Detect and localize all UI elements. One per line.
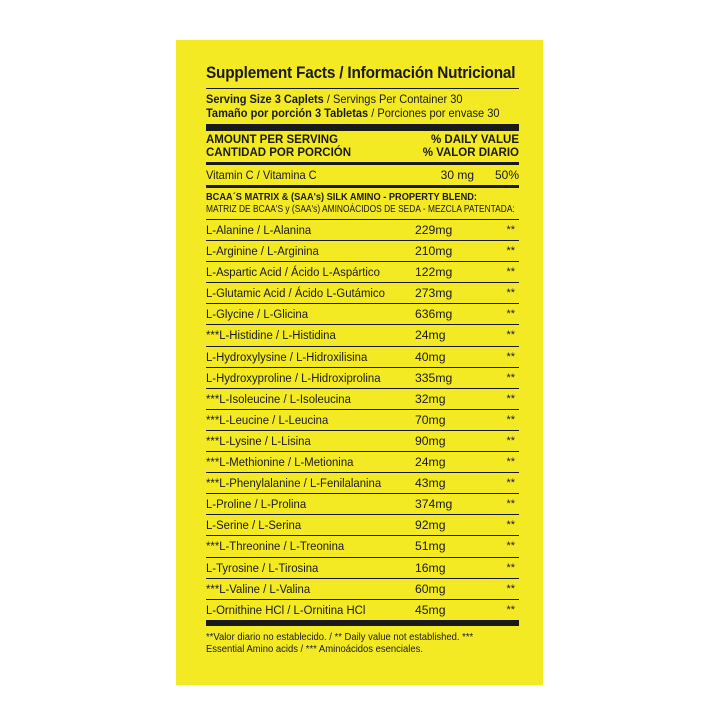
ingredient-row xyxy=(206,579,519,600)
ingredient-row xyxy=(206,600,519,621)
serving-size-line xyxy=(206,92,494,106)
ingredient-row xyxy=(206,536,519,557)
daily-value-marker: ** xyxy=(506,371,515,384)
footnote-line-2: Essential Amino acids / *** Aminoácidos esenciales. xyxy=(206,643,423,656)
divider-thick xyxy=(206,124,519,131)
daily-value-header-es: % VALOR DIARIO xyxy=(422,146,519,159)
ingredient-amount: 60mg xyxy=(415,581,446,596)
label-title: Supplement Facts / Información Nutricional xyxy=(206,64,516,82)
ingredient-amount: 51mg xyxy=(415,539,446,554)
ingredient-name: L-Ornithine HCl / L-Ornitina HCl xyxy=(206,602,366,617)
nutrient-name: Vitamin C / Vitamina C xyxy=(206,168,317,182)
nutrient-percent: 50% xyxy=(494,168,519,182)
ingredient-row xyxy=(206,452,519,473)
ingredient-row xyxy=(206,368,519,389)
daily-value-marker: ** xyxy=(506,582,515,595)
supplement-facts-label xyxy=(206,58,519,656)
ingredient-name: ***L-Lysine / L-Lisina xyxy=(206,433,311,448)
daily-value-marker: ** xyxy=(506,413,515,426)
ingredient-name: L-Hydroxylysine / L-Hidroxilisina xyxy=(206,349,368,364)
ingredient-amount: 24mg xyxy=(415,455,446,470)
ingredient-row xyxy=(206,220,519,241)
daily-value-marker: ** xyxy=(506,308,515,321)
blend-heading xyxy=(206,188,519,219)
ingredient-name: L-Proline / L-Prolina xyxy=(206,497,307,512)
serving-info xyxy=(206,89,519,124)
ingredient-amount: 273mg xyxy=(415,286,453,301)
ingredient-name: ***L-Valine / L-Valina xyxy=(206,581,311,596)
ingredient-name: ***L-Isoleucine / L-Isoleucina xyxy=(206,391,351,406)
ingredient-amount: 90mg xyxy=(415,433,446,448)
daily-value-marker: ** xyxy=(506,477,515,490)
blend-title: BCAA´S MATRIX & (SAA's) SILK AMINO - PROPERTY BLEND: xyxy=(206,191,478,203)
daily-value-marker: ** xyxy=(506,392,515,405)
ingredient-name: L-Glycine / L-Glicina xyxy=(206,307,309,322)
daily-value-marker: ** xyxy=(506,540,515,553)
daily-value-marker: ** xyxy=(506,266,515,279)
ingredient-amount: 335mg xyxy=(415,370,453,385)
ingredient-row xyxy=(206,431,519,452)
ingredient-row xyxy=(206,304,519,325)
ingredient-row xyxy=(206,494,519,515)
ingredient-row xyxy=(206,325,519,346)
ingredient-name: L-Alanine / L-Alanina xyxy=(206,223,312,237)
ingredient-amount: 636mg xyxy=(415,307,453,322)
ingredient-name: L-Arginine / L-Arginina xyxy=(206,244,319,259)
blend-title-es: MATRIZ DE BCAA'S y (SAA's) AMINOÁCIDOS DE SEDA - MEZCLA PATENTADA: xyxy=(206,204,515,215)
ingredient-name: L-Glutamic Acid / Ácido L-Gutámico xyxy=(206,286,385,301)
daily-value-marker: ** xyxy=(506,224,515,236)
ingredient-name: L-Aspartic Acid / Ácido L-Aspártico xyxy=(206,265,380,280)
ingredient-name: ***L-Methionine / L-Metionina xyxy=(206,455,354,470)
ingredient-amount: 210mg xyxy=(415,244,453,259)
ingredient-amount: 374mg xyxy=(415,497,453,512)
nutrient-amount: 30 mg xyxy=(440,168,474,182)
servings-per-container-es: / Porciones por envase 30 xyxy=(368,106,500,120)
ingredient-name: ***L-Phenylalanine / L-Fenilalanina xyxy=(206,476,382,491)
column-header xyxy=(206,131,519,162)
ingredient-list xyxy=(206,220,519,621)
ingredient-amount: 45mg xyxy=(415,602,446,617)
daily-value-marker: ** xyxy=(506,456,515,469)
ingredient-amount: 70mg xyxy=(415,412,446,427)
amount-header-es: CANTIDAD POR PORCIÓN xyxy=(206,146,352,159)
ingredient-amount: 16mg xyxy=(415,560,446,575)
daily-value-marker: ** xyxy=(506,329,515,342)
ingredient-row xyxy=(206,558,519,579)
ingredient-row xyxy=(206,241,519,262)
ingredient-row xyxy=(206,283,519,304)
ingredient-amount: 32mg xyxy=(415,391,446,406)
daily-value-marker: ** xyxy=(506,245,515,258)
ingredient-name: L-Hydroxyproline / L-Hidroxiprolina xyxy=(206,370,381,385)
ingredient-row xyxy=(206,473,519,494)
footnote xyxy=(206,626,488,656)
ingredient-name: L-Serine / L-Serina xyxy=(206,518,302,533)
daily-value-header: % DAILY VALUE xyxy=(431,134,519,146)
daily-value-marker: ** xyxy=(506,287,515,300)
ingredient-amount: 92mg xyxy=(415,518,446,533)
daily-value-marker: ** xyxy=(506,561,515,574)
ingredient-row xyxy=(206,410,519,431)
ingredient-row xyxy=(206,389,519,410)
ingredient-name: ***L-Threonine / L-Treonina xyxy=(206,539,345,554)
daily-value-marker: ** xyxy=(506,434,515,447)
ingredient-amount: 24mg xyxy=(415,328,446,343)
ingredient-amount: 43mg xyxy=(415,476,446,491)
daily-value-marker: ** xyxy=(506,498,515,511)
ingredient-name: ***L-Leucine / L-Leucina xyxy=(206,412,329,427)
ingredient-amount: 40mg xyxy=(415,349,446,364)
daily-value-marker: ** xyxy=(506,350,515,363)
ingredient-row xyxy=(206,347,519,368)
vitamin-c-row xyxy=(206,165,519,185)
serving-size-line-es xyxy=(206,106,500,120)
ingredient-amount: 122mg xyxy=(415,265,453,280)
ingredient-row xyxy=(206,262,519,283)
serving-size-es: Tamaño por porción 3 Tabletas xyxy=(206,106,369,120)
amount-header: AMOUNT PER SERVING xyxy=(206,134,339,146)
ingredient-name: L-Tyrosine / L-Tirosina xyxy=(206,560,319,575)
ingredient-name: ***L-Histidine / L-Histidina xyxy=(206,328,336,343)
daily-value-marker: ** xyxy=(506,603,515,616)
servings-per-container: / Servings Per Container 30 xyxy=(323,92,463,106)
ingredient-amount: 229mg xyxy=(415,223,453,237)
serving-size: Serving Size 3 Caplets xyxy=(206,92,324,106)
daily-value-marker: ** xyxy=(506,519,515,532)
ingredient-row xyxy=(206,515,519,536)
footnote-line-1: **Valor diario no establecido. / ** Daily value not established. *** xyxy=(206,630,474,643)
